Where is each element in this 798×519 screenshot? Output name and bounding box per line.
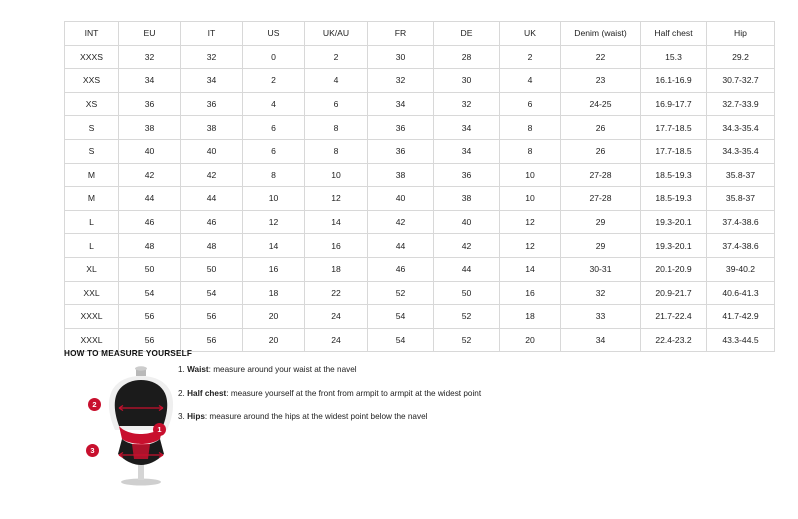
table-row — [65, 210, 775, 234]
size-label-cell: XXXS — [65, 45, 119, 69]
size-value-cell: 48 — [181, 234, 243, 258]
size-value-cell: 37.4-38.6 — [707, 234, 775, 258]
column-header: US — [243, 22, 305, 46]
size-value-cell: 34.3-35.4 — [707, 116, 775, 140]
size-value-cell: 38 — [181, 116, 243, 140]
size-value-cell: 38 — [368, 163, 434, 187]
size-value-cell: 17.7-18.5 — [641, 139, 707, 163]
size-value-cell: 32.7-33.9 — [707, 92, 775, 116]
size-value-cell: 2 — [305, 45, 368, 69]
size-value-cell: 29.2 — [707, 45, 775, 69]
size-value-cell: 4 — [305, 69, 368, 93]
size-value-cell: 20 — [243, 305, 305, 329]
column-header: EU — [119, 22, 181, 46]
size-label-cell: XXXL — [65, 328, 119, 352]
size-value-cell: 23 — [561, 69, 641, 93]
step-term: Half chest — [187, 388, 227, 398]
marker-1: 1 — [153, 423, 166, 436]
size-value-cell: 46 — [119, 210, 181, 234]
size-value-cell: 29 — [561, 210, 641, 234]
size-value-cell: 12 — [305, 187, 368, 211]
size-value-cell: 44 — [434, 257, 500, 281]
size-value-cell: 20 — [500, 328, 561, 352]
size-value-cell: 20 — [243, 328, 305, 352]
size-value-cell: 16.1-16.9 — [641, 69, 707, 93]
size-value-cell: 6 — [243, 116, 305, 140]
size-value-cell: 52 — [434, 305, 500, 329]
size-value-cell: 14 — [500, 257, 561, 281]
size-value-cell: 18.5-19.3 — [641, 187, 707, 211]
size-value-cell: 8 — [500, 139, 561, 163]
size-value-cell: 12 — [500, 210, 561, 234]
size-label-cell: XS — [65, 92, 119, 116]
table-row — [65, 92, 775, 116]
size-value-cell: 44 — [368, 234, 434, 258]
table-row — [65, 116, 775, 140]
size-value-cell: 19.3-20.1 — [641, 210, 707, 234]
size-value-cell: 40.6-41.3 — [707, 281, 775, 305]
size-value-cell: 54 — [368, 328, 434, 352]
table-row — [65, 257, 775, 281]
how-to-measure-title: HOW TO MEASURE YOURSELF — [64, 349, 193, 358]
size-value-cell: 36 — [119, 92, 181, 116]
size-value-cell: 40 — [368, 187, 434, 211]
size-value-cell: 42 — [119, 163, 181, 187]
size-value-cell: 14 — [243, 234, 305, 258]
column-header: Denim (waist) — [561, 22, 641, 46]
size-value-cell: 50 — [119, 257, 181, 281]
size-value-cell: 8 — [243, 163, 305, 187]
size-value-cell: 30 — [434, 69, 500, 93]
size-value-cell: 38 — [119, 116, 181, 140]
size-value-cell: 24-25 — [561, 92, 641, 116]
size-value-cell: 30-31 — [561, 257, 641, 281]
size-value-cell: 26 — [561, 116, 641, 140]
size-value-cell: 54 — [181, 281, 243, 305]
column-header: UK — [500, 22, 561, 46]
size-value-cell: 35.8-37 — [707, 187, 775, 211]
size-value-cell: 20.9-21.7 — [641, 281, 707, 305]
column-header: UK/AU — [305, 22, 368, 46]
size-value-cell: 24 — [305, 305, 368, 329]
size-label-cell: S — [65, 116, 119, 140]
step-term: Hips — [187, 412, 205, 422]
size-value-cell: 12 — [500, 234, 561, 258]
size-value-cell: 22 — [305, 281, 368, 305]
marker-3: 3 — [86, 444, 99, 457]
size-value-cell: 6 — [305, 92, 368, 116]
size-value-cell: 34 — [119, 69, 181, 93]
column-header: DE — [434, 22, 500, 46]
size-chart-table — [64, 21, 775, 352]
size-value-cell: 21.7-22.4 — [641, 305, 707, 329]
size-value-cell: 30 — [368, 45, 434, 69]
column-header: Hip — [707, 22, 775, 46]
size-value-cell: 42 — [434, 234, 500, 258]
step-number: 3. — [178, 412, 185, 422]
size-value-cell: 16 — [305, 234, 368, 258]
size-value-cell: 30.7-32.7 — [707, 69, 775, 93]
size-value-cell: 16 — [500, 281, 561, 305]
size-label-cell: L — [65, 210, 119, 234]
size-value-cell: 56 — [119, 328, 181, 352]
size-value-cell: 37.4-38.6 — [707, 210, 775, 234]
table-row — [65, 305, 775, 329]
size-value-cell: 39-40.2 — [707, 257, 775, 281]
size-value-cell: 0 — [243, 45, 305, 69]
size-value-cell: 40 — [434, 210, 500, 234]
size-value-cell: 50 — [181, 257, 243, 281]
size-value-cell: 43.3-44.5 — [707, 328, 775, 352]
size-value-cell: 46 — [181, 210, 243, 234]
size-value-cell: 10 — [305, 163, 368, 187]
size-value-cell: 14 — [305, 210, 368, 234]
size-value-cell: 54 — [119, 281, 181, 305]
size-value-cell: 2 — [243, 69, 305, 93]
size-value-cell: 27-28 — [561, 187, 641, 211]
size-chart-table-wrapper — [64, 21, 759, 352]
size-value-cell: 18 — [500, 305, 561, 329]
size-value-cell: 8 — [305, 116, 368, 140]
size-value-cell: 26 — [561, 139, 641, 163]
size-value-cell: 36 — [368, 139, 434, 163]
size-label-cell: M — [65, 163, 119, 187]
size-value-cell: 10 — [500, 163, 561, 187]
size-value-cell: 46 — [368, 257, 434, 281]
size-value-cell: 18 — [305, 257, 368, 281]
size-value-cell: 12 — [243, 210, 305, 234]
size-value-cell: 42 — [368, 210, 434, 234]
step-number: 2. — [178, 388, 185, 398]
step-text: : measure around your waist at the navel — [208, 365, 357, 374]
size-value-cell: 27-28 — [561, 163, 641, 187]
size-value-cell: 4 — [500, 69, 561, 93]
table-row — [65, 163, 775, 187]
size-value-cell: 56 — [181, 305, 243, 329]
step-text: : measure around the hips at the widest point below the navel — [204, 412, 428, 422]
size-value-cell: 34 — [368, 92, 434, 116]
size-label-cell: M — [65, 187, 119, 211]
step-term: Waist — [187, 365, 209, 374]
size-value-cell: 50 — [434, 281, 500, 305]
size-value-cell: 18 — [243, 281, 305, 305]
size-value-cell: 16.9-17.7 — [641, 92, 707, 116]
size-value-cell: 32 — [368, 69, 434, 93]
size-value-cell: 15.3 — [641, 45, 707, 69]
size-value-cell: 40 — [181, 139, 243, 163]
size-chart-body — [65, 45, 775, 352]
size-value-cell: 29 — [561, 234, 641, 258]
measurement-step — [178, 365, 648, 376]
measurement-step — [178, 389, 648, 400]
size-chart-head — [65, 22, 775, 46]
size-value-cell: 8 — [305, 139, 368, 163]
step-text: : measure yourself at the front from armpit to armpit at the widest point — [226, 388, 482, 398]
size-value-cell: 32 — [434, 92, 500, 116]
table-row — [65, 234, 775, 258]
size-value-cell: 6 — [243, 139, 305, 163]
size-value-cell: 16 — [243, 257, 305, 281]
size-value-cell: 42 — [181, 163, 243, 187]
size-label-cell: XXL — [65, 281, 119, 305]
size-value-cell: 22.4-23.2 — [641, 328, 707, 352]
size-value-cell: 35.8-37 — [707, 163, 775, 187]
size-value-cell: 44 — [181, 187, 243, 211]
size-value-cell: 56 — [181, 328, 243, 352]
size-value-cell: 4 — [243, 92, 305, 116]
size-value-cell: 56 — [119, 305, 181, 329]
size-value-cell: 28 — [434, 45, 500, 69]
size-value-cell: 36 — [181, 92, 243, 116]
size-value-cell: 17.7-18.5 — [641, 116, 707, 140]
size-value-cell: 34 — [434, 116, 500, 140]
size-value-cell: 32 — [119, 45, 181, 69]
size-value-cell: 6 — [500, 92, 561, 116]
size-label-cell: XL — [65, 257, 119, 281]
measurement-step — [178, 412, 648, 423]
size-value-cell: 32 — [181, 45, 243, 69]
marker-2: 2 — [88, 398, 101, 411]
table-row — [65, 281, 775, 305]
size-label-cell: XXS — [65, 69, 119, 93]
column-header: INT — [65, 22, 119, 46]
size-value-cell: 10 — [243, 187, 305, 211]
size-value-cell: 34 — [561, 328, 641, 352]
table-row — [65, 139, 775, 163]
size-value-cell: 19.3-20.1 — [641, 234, 707, 258]
size-value-cell: 36 — [434, 163, 500, 187]
size-value-cell: 10 — [500, 187, 561, 211]
size-label-cell: L — [65, 234, 119, 258]
measurement-steps — [178, 365, 648, 436]
size-value-cell: 2 — [500, 45, 561, 69]
size-value-cell: 24 — [305, 328, 368, 352]
size-value-cell: 38 — [434, 187, 500, 211]
table-row — [65, 187, 775, 211]
size-value-cell: 41.7-42.9 — [707, 305, 775, 329]
column-header: Half chest — [641, 22, 707, 46]
table-row — [65, 45, 775, 69]
size-label-cell: XXXL — [65, 305, 119, 329]
step-number: 1. — [178, 365, 185, 374]
table-header-row — [65, 22, 775, 46]
size-value-cell: 48 — [119, 234, 181, 258]
table-row — [65, 69, 775, 93]
size-value-cell: 33 — [561, 305, 641, 329]
size-value-cell: 34 — [181, 69, 243, 93]
size-label-cell: S — [65, 139, 119, 163]
size-value-cell: 54 — [368, 305, 434, 329]
size-value-cell: 18.5-19.3 — [641, 163, 707, 187]
column-header: FR — [368, 22, 434, 46]
size-value-cell: 52 — [368, 281, 434, 305]
size-value-cell: 8 — [500, 116, 561, 140]
size-value-cell: 52 — [434, 328, 500, 352]
column-header: IT — [181, 22, 243, 46]
size-value-cell: 36 — [368, 116, 434, 140]
size-value-cell: 34 — [434, 139, 500, 163]
size-value-cell: 22 — [561, 45, 641, 69]
size-value-cell: 20.1-20.9 — [641, 257, 707, 281]
size-value-cell: 32 — [561, 281, 641, 305]
size-value-cell: 34.3-35.4 — [707, 139, 775, 163]
size-value-cell: 44 — [119, 187, 181, 211]
size-value-cell: 40 — [119, 139, 181, 163]
